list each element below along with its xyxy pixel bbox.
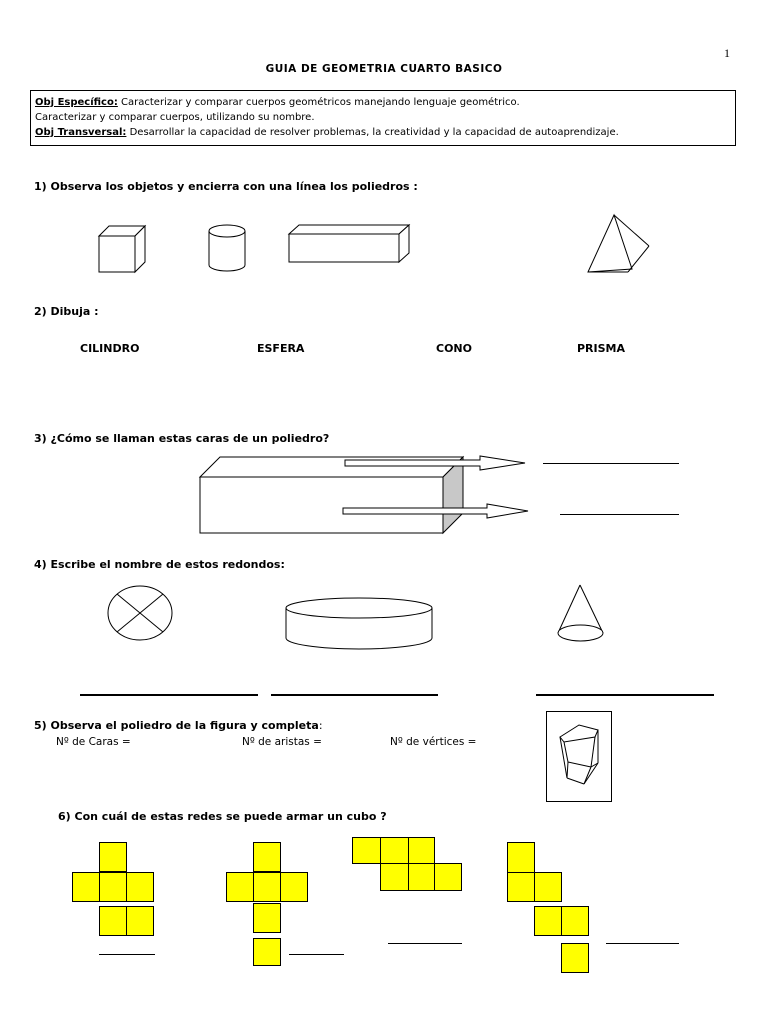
sphere-figure — [106, 584, 176, 644]
objective-transversal — [35, 125, 731, 140]
objectives-box — [30, 90, 736, 146]
pyramid-figure — [584, 212, 654, 277]
label-caras: Nº de Caras = — [56, 736, 131, 748]
word-esfera: ESFERA — [257, 342, 305, 355]
question-5 — [34, 719, 323, 732]
objective-specific — [35, 95, 731, 110]
cube-figure — [95, 222, 155, 277]
cube-net-1 — [70, 842, 160, 942]
question-4: 4) Escribe el nombre de estos redondos: — [34, 558, 285, 571]
cone-figure — [554, 582, 608, 646]
answer-line-sphere[interactable] — [80, 694, 258, 696]
answer-line-cone[interactable] — [536, 694, 714, 696]
pentagonal-prism-figure — [546, 711, 612, 802]
objective-line2: Caracterizar y comparar cuerpos, utilizando su nombre. — [35, 112, 315, 123]
cylinder-figure — [203, 222, 253, 277]
answer-line-cylinder[interactable] — [271, 694, 438, 696]
label-vertices: Nº de vértices = — [390, 736, 477, 748]
page-title: GUIA DE GEOMETRIA CUARTO BASICO — [265, 63, 503, 75]
label-aristas: Nº de aristas = — [242, 736, 322, 748]
question-5-text: 5) Observa el poliedro de la figura y completa — [34, 719, 319, 732]
question-1: 1) Observa los objetos y encierra con una línea los poliedros : — [34, 180, 418, 193]
answer-line-net-1[interactable] — [99, 954, 155, 955]
answer-line-q3-top[interactable] — [543, 463, 679, 464]
word-cono: CONO — [436, 342, 472, 355]
question-6: 6) Con cuál de estas redes se puede armar un cubo ? — [58, 810, 387, 823]
word-cilindro: CILINDRO — [80, 342, 140, 355]
question-2: 2) Dibuja : — [34, 305, 99, 318]
round-cylinder-figure — [284, 596, 436, 654]
word-prisma: PRISMA — [577, 342, 626, 355]
cube-net-4 — [505, 842, 595, 977]
answer-line-net-4[interactable] — [606, 943, 679, 944]
objective-specific-text: Caracterizar y comparar cuerpos geométricos manejando lenguaje geométrico. — [117, 97, 520, 108]
cube-net-2 — [224, 842, 314, 967]
question-3: 3) ¿Cómo se llaman estas caras de un poliedro? — [34, 432, 330, 445]
long-prism-figure — [195, 452, 535, 542]
objective-transversal-label: Obj Transversal: — [35, 127, 127, 138]
answer-line-q3-bottom[interactable] — [560, 514, 679, 515]
question-5-colon: : — [318, 719, 323, 732]
cube-net-3 — [350, 835, 465, 895]
answer-line-net-3[interactable] — [388, 943, 462, 944]
page-number: 1 — [724, 46, 730, 60]
rectangular-prism-figure — [287, 222, 412, 267]
answer-line-net-2[interactable] — [289, 954, 344, 955]
objective-transversal-text: Desarrollar la capacidad de resolver problemas, la creatividad y la capacidad de autoaprendizaje. — [126, 127, 619, 138]
objective-specific-label: Obj Específico: — [35, 97, 118, 108]
